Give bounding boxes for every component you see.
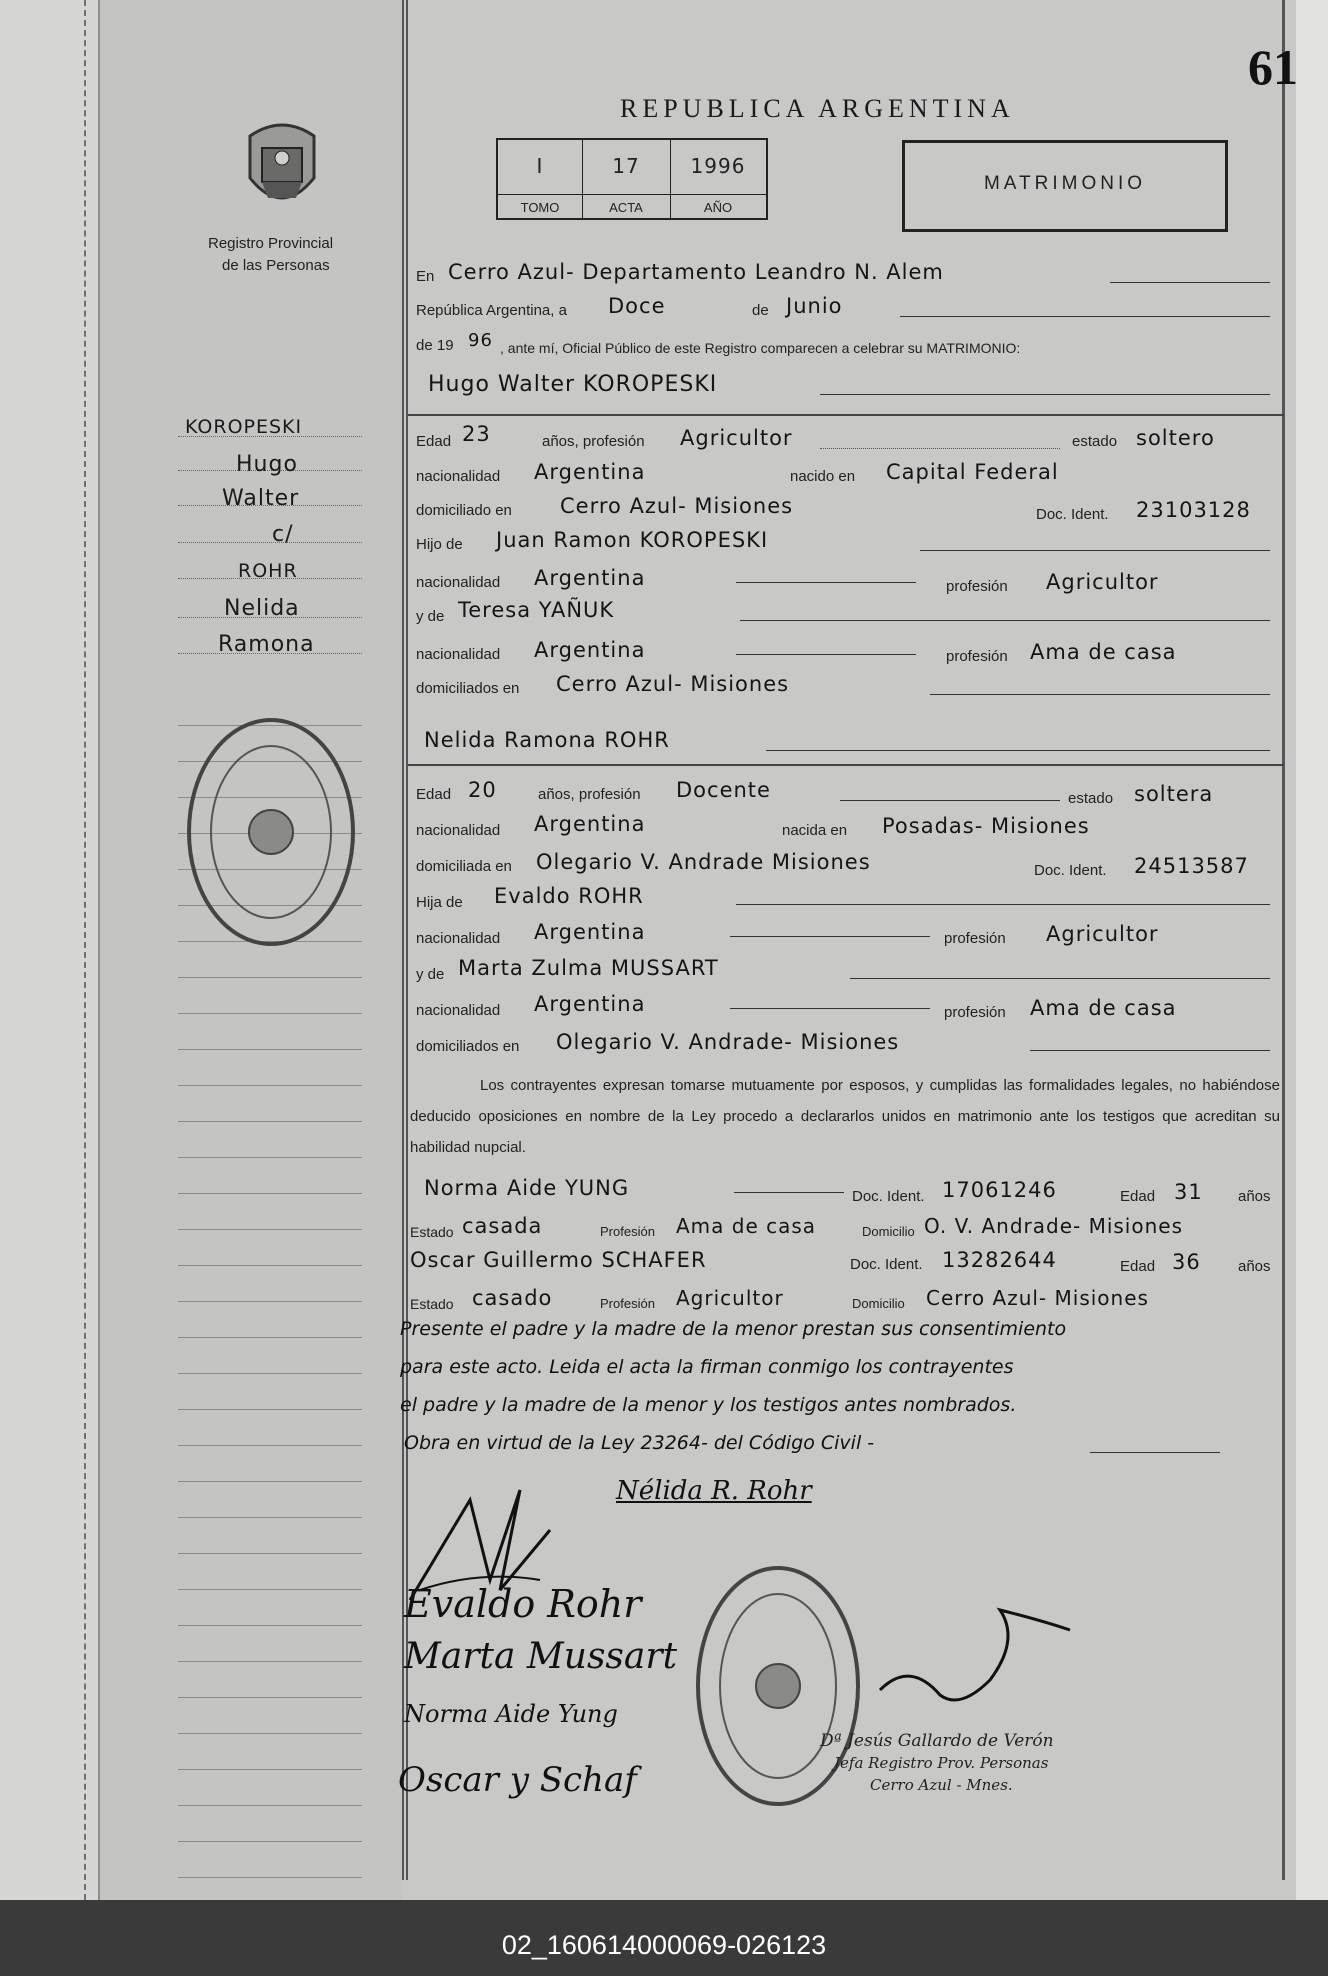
witness-2-doc-id: 13282644 <box>942 1248 1057 1272</box>
groom-father-nationality: Argentina <box>534 566 646 590</box>
bride-mother-nationality: Argentina <box>534 992 646 1016</box>
bride-mother: Marta Zulma MUSSART <box>458 956 719 980</box>
bride-mother-profession: Ama de casa <box>1030 996 1177 1020</box>
bride-nacida-label: nacida en <box>782 822 848 839</box>
margin-surname-groom: KOROPESKI <box>185 416 303 438</box>
bride-father-prof-label: profesión <box>944 930 1006 947</box>
witness-1-anos-label: años <box>1238 1188 1271 1205</box>
bride-domicile: Olegario V. Andrade Misiones <box>536 850 871 874</box>
bride-parents-domicile: Olegario V. Andrade- Misiones <box>556 1030 900 1054</box>
bride-father-nac-label: nacionalidad <box>416 930 501 947</box>
groom-civil-status: soltero <box>1136 426 1215 450</box>
groom-mother-prof-label: profesión <box>946 648 1008 665</box>
bride-domiciliada-label: domiciliada en <box>416 858 512 875</box>
groom-age: 23 <box>462 422 491 446</box>
official-title: Jefa Registro Prov. Personas <box>834 1754 1049 1772</box>
marriage-month: Junio <box>786 294 843 318</box>
bride-civil-status: soltera <box>1134 782 1214 806</box>
note-line-1: Presente el padre y la madre de la menor prestan sus consentimiento <box>400 1318 1067 1340</box>
record-number-box <box>496 138 768 220</box>
official-name: Dª Jesús Gallardo de Verón <box>820 1731 1054 1751</box>
margin-name-nelida: Nelida <box>224 596 300 621</box>
witness-1-age: 31 <box>1174 1180 1203 1204</box>
groom-hijo-label: Hijo de <box>416 536 463 553</box>
groom-father-nac-label: nacionalidad <box>416 574 501 591</box>
groom-father-prof-label: profesión <box>946 578 1008 595</box>
witness-1-doc-id: 17061246 <box>942 1178 1057 1202</box>
declaration-text: Los contrayentes expresan tomarse mutuamente por esposos, y cumplidas las formalidades legales, no habiéndose deducido oposiciones en nombre de la Ley procedo a declararlos unidos en matrimonio ante los testigos que acreditan su habilidad nupcial. <box>410 1077 1280 1156</box>
document-type-box <box>902 140 1228 232</box>
witness-2-doc-label: Doc. Ident. <box>850 1256 923 1273</box>
groom-mother-nac-label: nacionalidad <box>416 646 501 663</box>
witness-1-prof-label: Profesión <box>600 1224 655 1239</box>
registry-name-line1: Registro Provincial <box>208 235 334 252</box>
witness-2-estado-label: Estado <box>410 1296 454 1312</box>
witness-2-profession: Agricultor <box>676 1286 784 1310</box>
section-divider-bride <box>408 764 1284 766</box>
witness-1-doc-label: Doc. Ident. <box>852 1188 925 1205</box>
ano-label: AÑO <box>703 200 733 215</box>
bride-parents-dom-label: domiciliados en <box>416 1038 520 1055</box>
bride-y-de-label: y de <box>416 966 445 983</box>
bride-birthplace: Posadas- Misiones <box>882 814 1090 838</box>
margin-name-ramona: Ramona <box>218 632 315 657</box>
groom-mother: Teresa YAÑUK <box>458 598 615 622</box>
groom-profesion-label: años, profesión <box>542 433 645 450</box>
witness-2-age: 36 <box>1172 1250 1201 1274</box>
signature-bride: Nélida R. Rohr <box>616 1476 812 1506</box>
bride-hija-label: Hija de <box>416 894 463 911</box>
binding-strip <box>0 0 101 1900</box>
margin-connector: c/ <box>272 522 294 547</box>
en-label: En <box>416 268 435 285</box>
witness-1-profession: Ama de casa <box>676 1214 817 1238</box>
groom-nacionalidad-label: nacionalidad <box>416 468 501 485</box>
coat-of-arms-icon <box>240 118 324 218</box>
groom-doc-label: Doc. Ident. <box>1036 506 1109 523</box>
witness-2-anos-label: años <box>1238 1258 1271 1275</box>
groom-parents-dom-label: domiciliados en <box>416 680 520 697</box>
margin-name-walter: Walter <box>222 486 300 511</box>
tomo-label: TOMO <box>520 200 560 215</box>
witness-2-prof-label: Profesión <box>600 1296 655 1311</box>
groom-y-de-label: y de <box>416 608 445 625</box>
signature-oscar: Oscar y Schaf <box>398 1760 637 1800</box>
witness-1-domicile: O. V. Andrade- Misiones <box>924 1214 1183 1238</box>
bride-age: 20 <box>468 778 497 802</box>
witness-2-dom-label: Domicilio <box>852 1296 905 1311</box>
note-line-2: para este acto. Leida el acta la firman conmigo los contrayentes <box>400 1356 1014 1378</box>
signature-marta: Marta Mussart <box>404 1636 678 1677</box>
groom-birthplace: Capital Federal <box>886 460 1059 484</box>
groom-profession: Agricultor <box>680 426 793 450</box>
marriage-day: Doce <box>608 294 666 318</box>
witness-2-domicile: Cerro Azul- Misiones <box>926 1286 1149 1310</box>
bride-profession: Docente <box>676 778 771 802</box>
acta-label: ACTA <box>609 200 643 215</box>
groom-father-profession: Agricultor <box>1046 570 1159 594</box>
bride-doc-id: 24513587 <box>1134 854 1249 878</box>
witness-2-status: casado <box>472 1286 553 1310</box>
right-border <box>1282 0 1285 1880</box>
note-line-4: Obra en virtud de la Ley 23264- del Código Civil - <box>404 1432 875 1454</box>
page-number: 61 <box>1248 39 1298 95</box>
bride-mother-nac-label: nacionalidad <box>416 1002 501 1019</box>
document-type: MATRIMONIO <box>983 173 1147 194</box>
section-divider-groom <box>408 414 1284 416</box>
bride-doc-label: Doc. Ident. <box>1034 862 1107 879</box>
groom-mother-profession: Ama de casa <box>1030 640 1177 664</box>
groom-nationality: Argentina <box>534 460 646 484</box>
signature-norma: Norma Aide Yung <box>404 1700 618 1728</box>
registry-seal-icon <box>176 712 366 952</box>
official-signature-icon <box>870 1600 1090 1720</box>
bride-nationality: Argentina <box>534 812 646 836</box>
groom-estado-label: estado <box>1072 433 1118 450</box>
groom-father: Juan Ramon KOROPESKI <box>496 528 769 552</box>
bride-profesion-label: años, profesión <box>538 786 641 803</box>
margin-surname-bride: ROHR <box>238 560 298 582</box>
groom-doc-id: 23103128 <box>1136 498 1251 522</box>
marriage-year: 96 <box>468 330 493 351</box>
groom-nacido-label: nacido en <box>790 468 856 485</box>
bride-estado-label: estado <box>1068 790 1114 807</box>
bride-father-nationality: Argentina <box>534 920 646 944</box>
witness-1-edad-label: Edad <box>1120 1188 1156 1205</box>
witness-1-name: Norma Aide YUNG <box>424 1176 630 1200</box>
witness-1-status: casada <box>462 1214 543 1238</box>
bride-edad-label: Edad <box>416 786 452 803</box>
groom-parents-domicile: Cerro Azul- Misiones <box>556 672 790 696</box>
margin-name-hugo: Hugo <box>236 452 298 477</box>
de-label: de <box>752 302 769 319</box>
groom-domicile: Cerro Azul- Misiones <box>560 494 794 518</box>
year-prefix: de 19 <box>416 337 454 354</box>
image-id: 02_160614000069-026123 <box>501 1930 827 1960</box>
ano-value: 1996 <box>690 154 746 178</box>
acta-value: 17 <box>612 154 640 178</box>
registry-name-line2: de las Personas <box>222 257 330 274</box>
witness-2-edad-label: Edad <box>1120 1258 1156 1275</box>
witness-1-estado-label: Estado <box>410 1224 454 1240</box>
tomo-value: I <box>536 154 544 178</box>
groom-full-name: Hugo Walter KOROPESKI <box>428 372 718 397</box>
bride-full-name: Nelida Ramona ROHR <box>424 728 670 752</box>
bride-mother-prof-label: profesión <box>944 1004 1006 1021</box>
bride-father-profession: Agricultor <box>1046 922 1159 946</box>
witness-1-dom-label: Domicilio <box>862 1224 915 1239</box>
country-heading: REPUBLICA ARGENTINA <box>620 94 1015 123</box>
groom-domiciliado-label: domiciliado en <box>416 502 512 519</box>
note-line-3: el padre y la madre de la menor y los testigos antes nombrados. <box>400 1394 1017 1416</box>
official-office: Cerro Azul - Mnes. <box>870 1776 1013 1794</box>
republica-label: República Argentina, a <box>416 302 567 319</box>
groom-mother-nationality: Argentina <box>534 638 646 662</box>
comparecen-text: , ante mí, Oficial Público de este Registro comparecen a celebrar su MATRIMONIO: <box>500 340 1021 356</box>
marriage-place: Cerro Azul- Departamento Leandro N. Alem <box>448 260 944 284</box>
groom-edad-label: Edad <box>416 433 452 450</box>
page-edge <box>1296 0 1328 1900</box>
witness-2-name: Oscar Guillermo SCHAFER <box>410 1248 707 1272</box>
bride-father: Evaldo ROHR <box>494 884 644 908</box>
official-stamp <box>820 1730 1054 1796</box>
bride-nacionalidad-label: nacionalidad <box>416 822 501 839</box>
signature-evaldo: Evaldo Rohr <box>404 1582 642 1626</box>
